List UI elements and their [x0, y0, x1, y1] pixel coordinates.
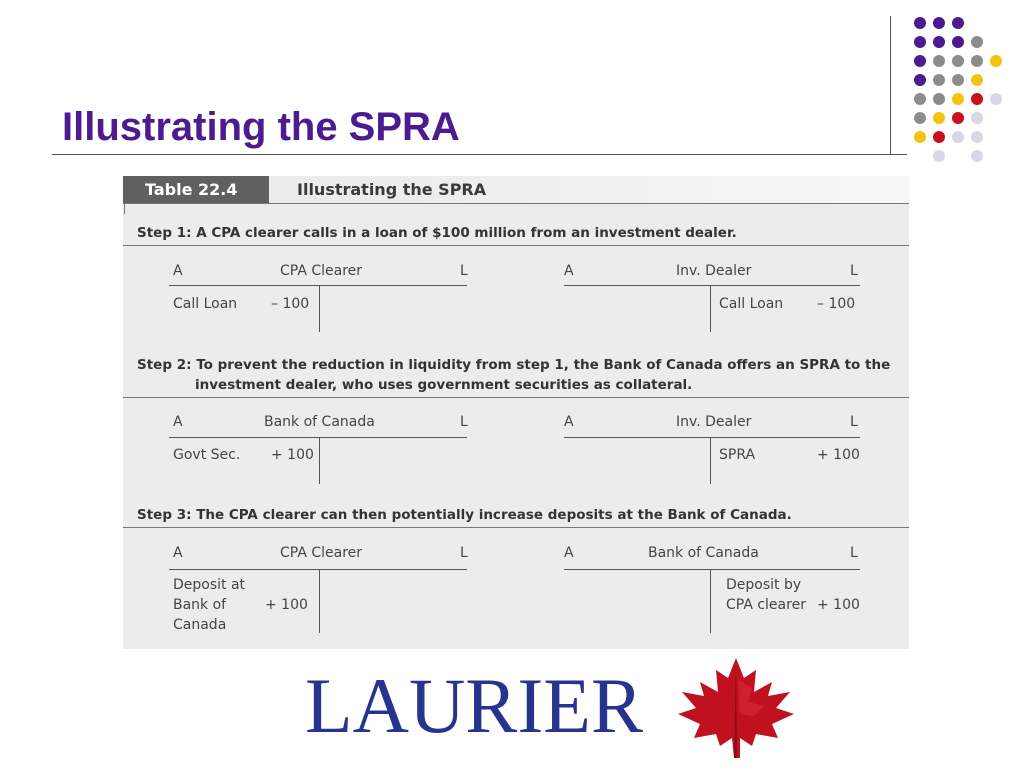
table-header-rule: [123, 203, 909, 204]
table-header-tick: [124, 204, 125, 214]
t-account-a-label: A: [564, 545, 574, 561]
t-account-rule: [564, 285, 860, 286]
dot: [971, 93, 983, 105]
t-account-a-label: A: [173, 263, 183, 279]
step-2-line-2: investment dealer, who uses government securities as collateral.: [195, 377, 693, 393]
table-title: Illustrating the SPRA: [297, 180, 487, 199]
step-1-text: [137, 223, 902, 243]
dot: [952, 131, 964, 143]
dot: [933, 17, 945, 29]
dot: [933, 112, 945, 124]
t-account-divider: [710, 437, 711, 484]
dot: [971, 36, 983, 48]
t-account-rule: [564, 569, 860, 570]
t-account-rule: [564, 437, 860, 438]
t-account-divider: [319, 285, 320, 332]
dot: [914, 36, 926, 48]
t-account-title: CPA Clearer: [280, 545, 363, 561]
step-3-line-1: Step 3: The CPA clearer can then potentially increase deposits at the Bank of Canada.: [137, 507, 792, 523]
asset-item: Call Loan: [173, 296, 238, 312]
dot: [952, 36, 964, 48]
asset-value: – 100: [271, 296, 310, 312]
t-account-title: Bank of Canada: [648, 545, 759, 561]
step-2-rule: [123, 397, 909, 398]
step-2-line-1: Step 2: To prevent the reduction in liquidity from step 1, the Bank of Canada offers an SPRA to the: [137, 357, 891, 373]
dot: [971, 74, 983, 86]
t-account-title: CPA Clearer: [280, 263, 363, 279]
t-account-a-label: A: [564, 414, 574, 430]
dot: [971, 55, 983, 67]
t-account-divider: [710, 285, 711, 332]
dot: [933, 93, 945, 105]
t-account-l-label: L: [460, 545, 468, 561]
dot: [990, 93, 1002, 105]
liability-item: Call Loan: [719, 296, 784, 312]
t-account-a-label: A: [173, 545, 183, 561]
liability-item: Deposit by CPA clearer: [726, 577, 806, 613]
table-number: Table 22.4: [123, 176, 269, 204]
maple-leaf-icon: [668, 654, 804, 768]
dot: [914, 93, 926, 105]
liability-item: SPRA: [719, 447, 756, 463]
dot: [952, 93, 964, 105]
t-account-l-label: L: [460, 263, 468, 279]
step-1-line-1: Step 1: A CPA clearer calls in a loan of $100 million from an investment dealer.: [137, 225, 737, 241]
header-vertical-divider: [890, 16, 891, 154]
dot: [933, 150, 945, 162]
t-account-divider: [319, 437, 320, 484]
table-panel: [123, 176, 909, 649]
asset-value: + 100: [271, 447, 314, 463]
t-account-title: Inv. Dealer: [676, 414, 752, 430]
dot: [952, 17, 964, 29]
dot: [990, 55, 1002, 67]
dot: [933, 131, 945, 143]
t-account-l-label: L: [460, 414, 468, 430]
asset-value: + 100: [265, 597, 308, 613]
dot: [971, 112, 983, 124]
t-account-title: Bank of Canada: [264, 414, 375, 430]
t-account-l-label: L: [850, 263, 858, 279]
dot: [952, 74, 964, 86]
dot: [933, 55, 945, 67]
dot: [914, 112, 926, 124]
t-account-rule: [169, 569, 467, 570]
t-account-divider: [319, 569, 320, 633]
dot: [914, 55, 926, 67]
dot: [933, 36, 945, 48]
liability-value: + 100: [817, 447, 860, 463]
t-account-divider: [710, 569, 711, 633]
dot: [914, 74, 926, 86]
title-divider: [52, 154, 907, 155]
dot: [971, 150, 983, 162]
t-account-rule: [169, 285, 467, 286]
t-account-title: Inv. Dealer: [676, 263, 752, 279]
dot: [933, 74, 945, 86]
step-2-text: [137, 355, 902, 395]
dot: [971, 131, 983, 143]
asset-item: Deposit at Bank of Canada: [173, 577, 246, 633]
t-account-a-label: A: [173, 414, 183, 430]
table-header: [123, 176, 909, 204]
t-account-a-label: A: [564, 263, 574, 279]
slide-title: Illustrating the SPRA: [62, 105, 460, 149]
t-account-l-label: L: [850, 414, 858, 430]
dot: [952, 55, 964, 67]
dot: [914, 17, 926, 29]
dot: [914, 131, 926, 143]
liability-value: + 100: [817, 597, 860, 613]
step-1-rule: [123, 245, 909, 246]
t-account-rule: [169, 437, 467, 438]
t-account-l-label: L: [850, 545, 858, 561]
asset-item: Govt Sec.: [173, 447, 241, 463]
liability-value: – 100: [817, 296, 856, 312]
dot: [952, 112, 964, 124]
laurier-wordmark: LAURIER: [305, 662, 643, 749]
step-3-rule: [123, 527, 909, 528]
step-3-text: [137, 505, 902, 525]
